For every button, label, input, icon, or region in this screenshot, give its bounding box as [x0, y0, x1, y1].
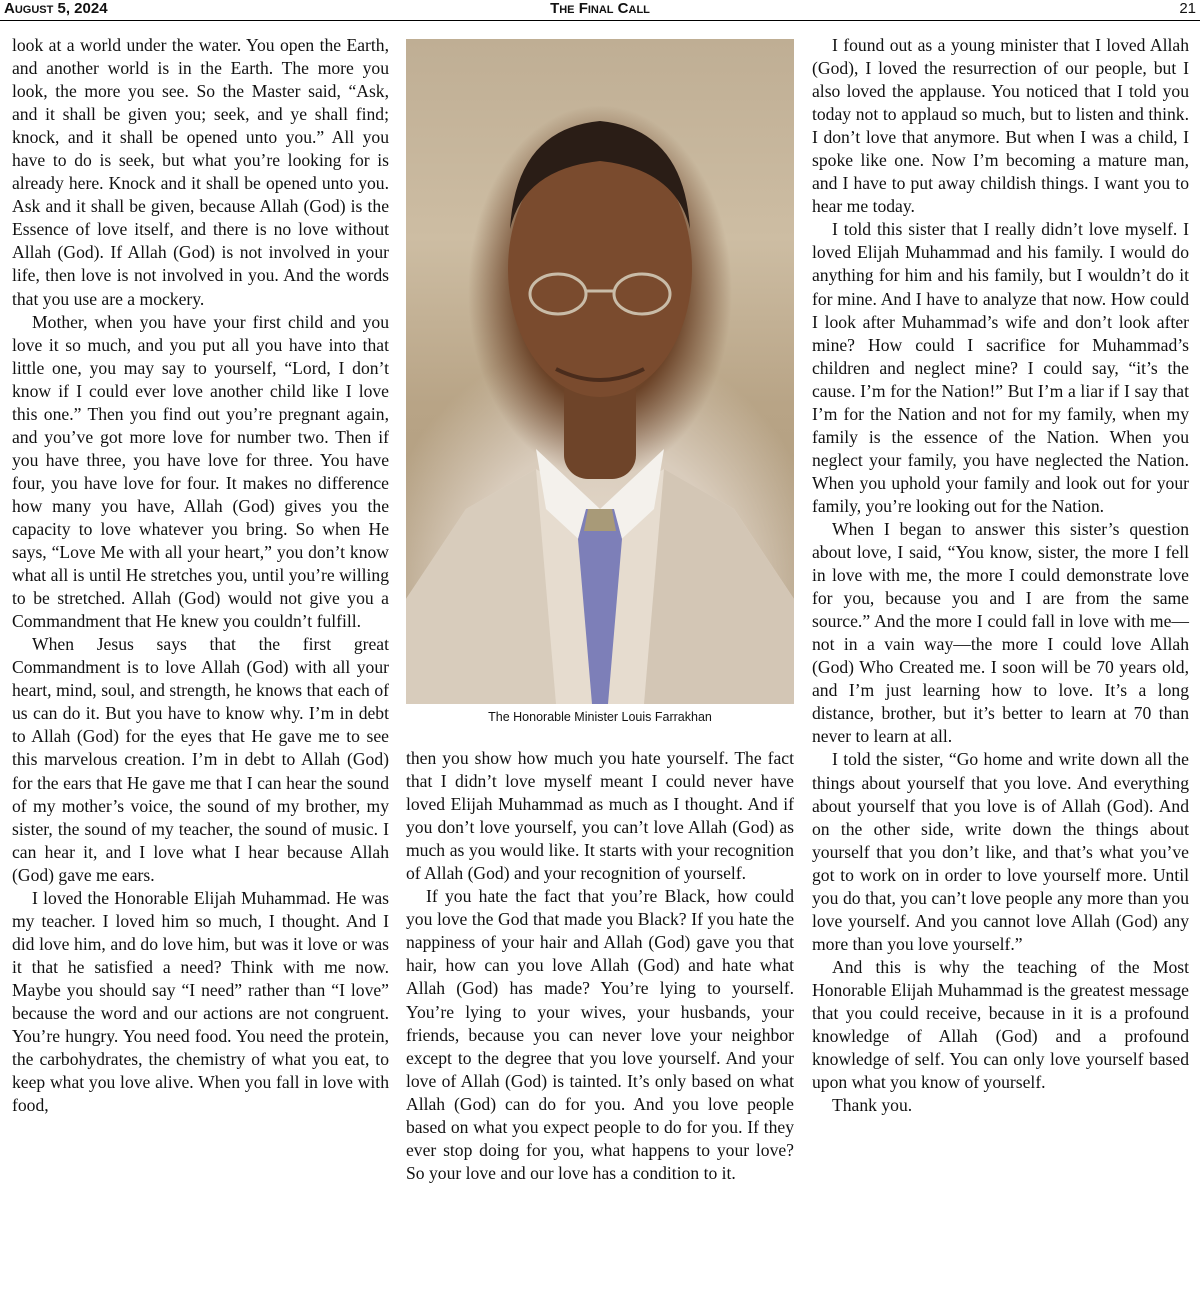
paragraph: When Jesus says that the first great Commandment is to love Allah (God) with all your heart, mind, soul, and strength, he knows that each of us can do it. But you have to know why. I’m in debt to Allah (God) for the eyes that He gave me to see this marvelous creation. I’m in debt to Allah (God) for the ears that He gave me that I can hear the sound of my mother’s voice, the sound of my brother, my sister, the sound of my teacher, the sound of music. I can hear it, and I love what I hear because Allah (God) gave me ears.: [12, 634, 389, 885]
article-column-3: [812, 34, 1189, 1117]
paragraph: then you show how much you hate yourself. The fact that I didn’t love myself meant I could never have loved Elijah Muhammad as much as I thought. And if you don’t love yourself, you can’t love Allah (God) as much as you would like. It starts with your recognition of Allah (God) and your recognition of yourself.: [406, 748, 794, 884]
paragraph: And this is why the teaching of the Most Honorable Elijah Muhammad is the greatest message that you could receive, because in it is a profound knowledge of Allah (God) and a profound knowledge of self. You can only love yourself based upon what you know of yourself.: [812, 956, 1189, 1093]
portrait-illustration: [406, 39, 794, 704]
portrait-photo: [406, 39, 794, 704]
paragraph: Thank you.: [832, 1095, 913, 1116]
paragraph: When I began to answer this sister’s question about love, I said, “You know, sister, the more I fell in love with me, the more I could demonstrate love for you, because you and I are from the same source.” And the more I could fall in love with me—not in a vain way—the more I could love Allah (God) Who Created me. I soon will be 70 years old, and I’m just learning how to love. It’s a long distance, brother, but it’s better to learn at 70 than never to learn at all.: [812, 518, 1189, 747]
publication-name: The Final Call: [550, 0, 650, 17]
paragraph: look at a world under the water. You open the Earth, and another world is in the Earth. The more you look, the more you see. So the Master said, “Ask, and it shall be given you; seek, and ye shall find; knock, and it shall be opened unto you.” All you have to do is seek, but what you’re looking for is already here. Knock and it shall be opened unto you. Ask and it shall be given, because Allah (God) is the Essence of love itself, and there is no love without Allah (God). If Allah (God) is not involved in your life, then love is not involved in you. And the words that you use are a mockery.: [12, 35, 389, 309]
paragraph: Mother, when you have your first child and you love it so much, and you put all you have into that little one, you may say to yourself, “Lord, I don’t know if I could ever love another child like I love this one.” Then you find out you’re pregnant again, and you’ve got more love for number two. Then if you have three, you have love for three. You have four, you have love for four. It makes no difference how many you have, Allah (God) gives you the capacity to love whatever you bring. So when He says, “Love Me with all your heart,” you don’t know what all is until He stretches you, until you’re willing to be stretched. Allah (God) would not give you a Commandment that He knew you couldn’t fulfill.: [12, 311, 389, 632]
article-column-2: [406, 747, 794, 1185]
paragraph: I told this sister that I really didn’t love myself. I loved Elijah Muhammad and his family. I would do anything for him and his family, but I wouldn’t do it for mine. And I have to analyze that now. How could I look after Muhammad’s wife and don’t look after mine? How could I sacrifice for Muhammad’s children and neglect mine? I could say, “it’s the cause. I’m for the Nation!” But I’m a liar if I say that I’m for the Nation and not for my family, when my family is the essence of the Nation. When you neglect your family, you have neglected the Nation. When you uphold your family and look out for your family, you’re looking out for the Nation.: [812, 219, 1189, 516]
issue-date: August 5, 2024: [4, 0, 108, 17]
paragraph: I loved the Honorable Elijah Muhammad. He was my teacher. I loved him so much, I thought. And I did love him, and do love him, but was it love or was it that he satisfied a need? Think with me now. Maybe you should say “I need” rather than “I love” because the word and our actions are not congruent. You’re hungry. You need food. You need the protein, the carbohydrates, the chemistry of what you eat, to keep what you love alive. When you fall in love with food,: [12, 887, 389, 1116]
paragraph: I found out as a young minister that I loved Allah (God), I loved the resurrection of our people, but I also loved the applause. You noticed that I told you today not to applaud so much, but to listen and think. I don’t love that anymore. But when I was a child, I spoke like one. Now I’m becoming a mature man, and I have to put away childish things. I want you to hear me today.: [812, 35, 1189, 217]
page-header: [0, 0, 1200, 21]
photo-caption: The Honorable Minister Louis Farrakhan: [488, 710, 712, 724]
page-number: 21: [1179, 0, 1196, 17]
paragraph: I told the sister, “Go home and write down all the things about yourself that you love. And everything about yourself that you love is of Allah (God). And on the other side, write down the things about yourself that you don’t like, and that’s what you’ve got to work on in order to love yourself more. Until you do that, you can’t love people any more than you love yourself. And you cannot love Allah (God) any more than you love yourself.”: [812, 749, 1189, 954]
article-column-1: [12, 34, 389, 1117]
paragraph: If you hate the fact that you’re Black, how could you love the God that made you Black? If you hate the nappiness of your hair and Allah (God) gave you that hair, how can you love Allah (God) and hate what Allah (God) has made? You’re lying to yourself. You’re lying to your wives, your husbands, your friends, because you can never love your neighbor except to the degree that you love yourself. And your love of Allah (God) is tainted. It’s only based on what Allah (God) can do for you. And you love people based on what you expect people to do for you. If they ever stop doing for you, what happens to your love? So your love and our love has a condition to it.: [406, 886, 794, 1183]
